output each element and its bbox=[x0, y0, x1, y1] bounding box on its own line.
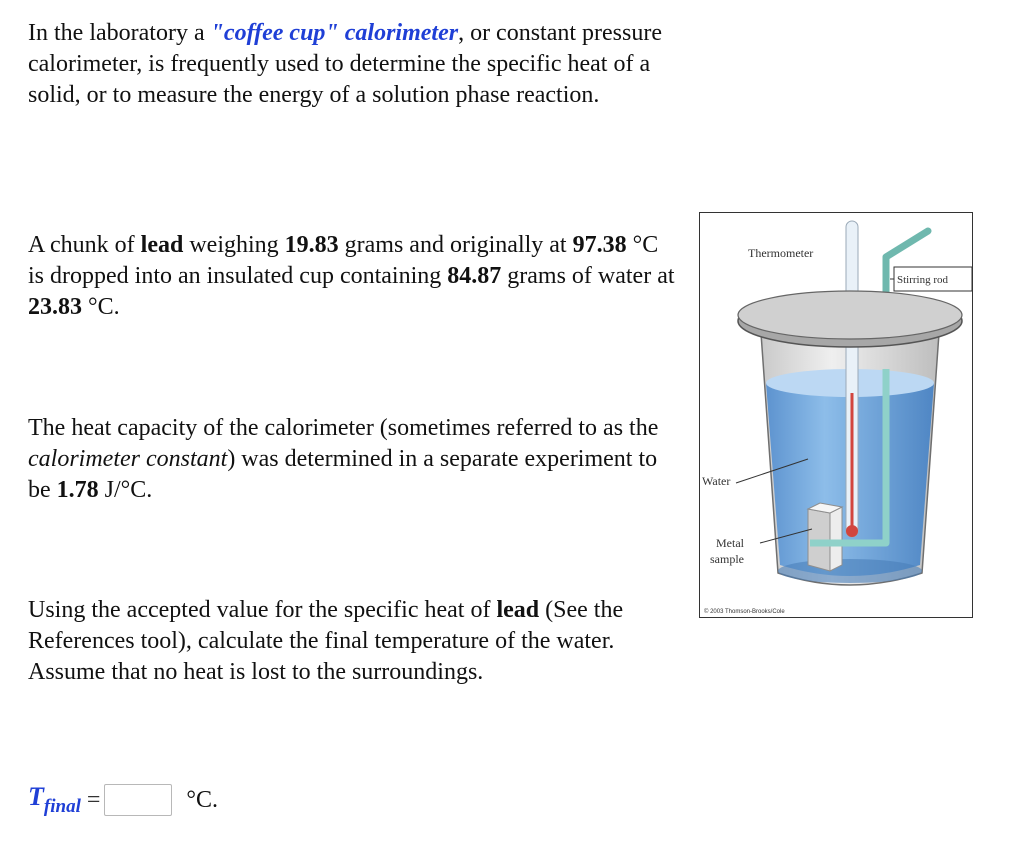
capacity-text: ) was determined in a separate experiment to be bbox=[28, 446, 658, 503]
thermometer-bulb bbox=[846, 525, 858, 537]
thermometer-label: Thermometer bbox=[748, 246, 814, 260]
metal-initial-temp: 97.38 bbox=[572, 232, 627, 258]
problem-text: grams and originally at bbox=[338, 232, 573, 258]
metal-name: lead bbox=[140, 232, 184, 258]
answer-unit: °C. bbox=[186, 786, 218, 813]
final-temperature-input[interactable] bbox=[104, 784, 172, 816]
water-initial-temp: 23.83 bbox=[28, 294, 82, 320]
calorimeter-figure bbox=[699, 212, 973, 618]
problem-paragraph bbox=[28, 230, 678, 323]
capacity-paragraph bbox=[28, 413, 678, 506]
intro-paragraph bbox=[28, 18, 708, 111]
problem-text: °C. bbox=[82, 294, 120, 320]
heat-capacity-value: 1.78 bbox=[56, 477, 99, 503]
question-text: Using the accepted value for the specific heat of bbox=[28, 597, 497, 623]
metal-mass: 19.83 bbox=[284, 232, 339, 258]
metal-label-line1: Metal bbox=[716, 536, 744, 550]
metal-label-line2: sample bbox=[710, 552, 744, 566]
t-final-var: T bbox=[28, 782, 44, 811]
water-label: Water bbox=[702, 474, 731, 488]
intro-text: In the laboratory a bbox=[28, 20, 211, 46]
water-mass: 84.87 bbox=[447, 263, 502, 289]
question-paragraph bbox=[28, 595, 678, 688]
question-text: (See the References tool), calculate the final temperature of the water. Assume that no heat is lost to the surroundings. bbox=[28, 597, 624, 685]
problem-text: °C is dropped into an insulated cup containing bbox=[28, 232, 659, 289]
t-final-subscript: final bbox=[43, 796, 81, 817]
stirring-rod-label: Stirring rod bbox=[897, 274, 949, 286]
calorimeter-diagram bbox=[700, 213, 972, 617]
coffee-cup-calorimeter-term: "coffee cup" calorimeter bbox=[210, 20, 459, 46]
capacity-text: J/°C. bbox=[98, 477, 153, 503]
metal-sample-face bbox=[830, 507, 842, 571]
intro-text: , or constant pressure calorimeter, is frequently used to determine the specific heat of a solid, or to measure the energy of a solution phase reaction. bbox=[28, 20, 663, 108]
calorimeter-constant-term: calorimeter constant bbox=[28, 446, 228, 472]
copyright-text: © 2003 Thomson-Brooks/Cole bbox=[704, 609, 785, 615]
t-final-label bbox=[28, 782, 81, 818]
cup-bottom bbox=[778, 559, 922, 583]
answer-row bbox=[28, 780, 218, 820]
problem-text: A chunk of bbox=[28, 232, 141, 258]
capacity-text: The heat capacity of the calorimeter (sometimes referred to as the bbox=[28, 415, 659, 441]
problem-text: weighing bbox=[183, 232, 285, 258]
lid-top bbox=[738, 291, 962, 339]
problem-text: grams of water at bbox=[501, 263, 675, 289]
metal-name: lead bbox=[496, 597, 540, 623]
equals-sign: = bbox=[86, 786, 101, 813]
